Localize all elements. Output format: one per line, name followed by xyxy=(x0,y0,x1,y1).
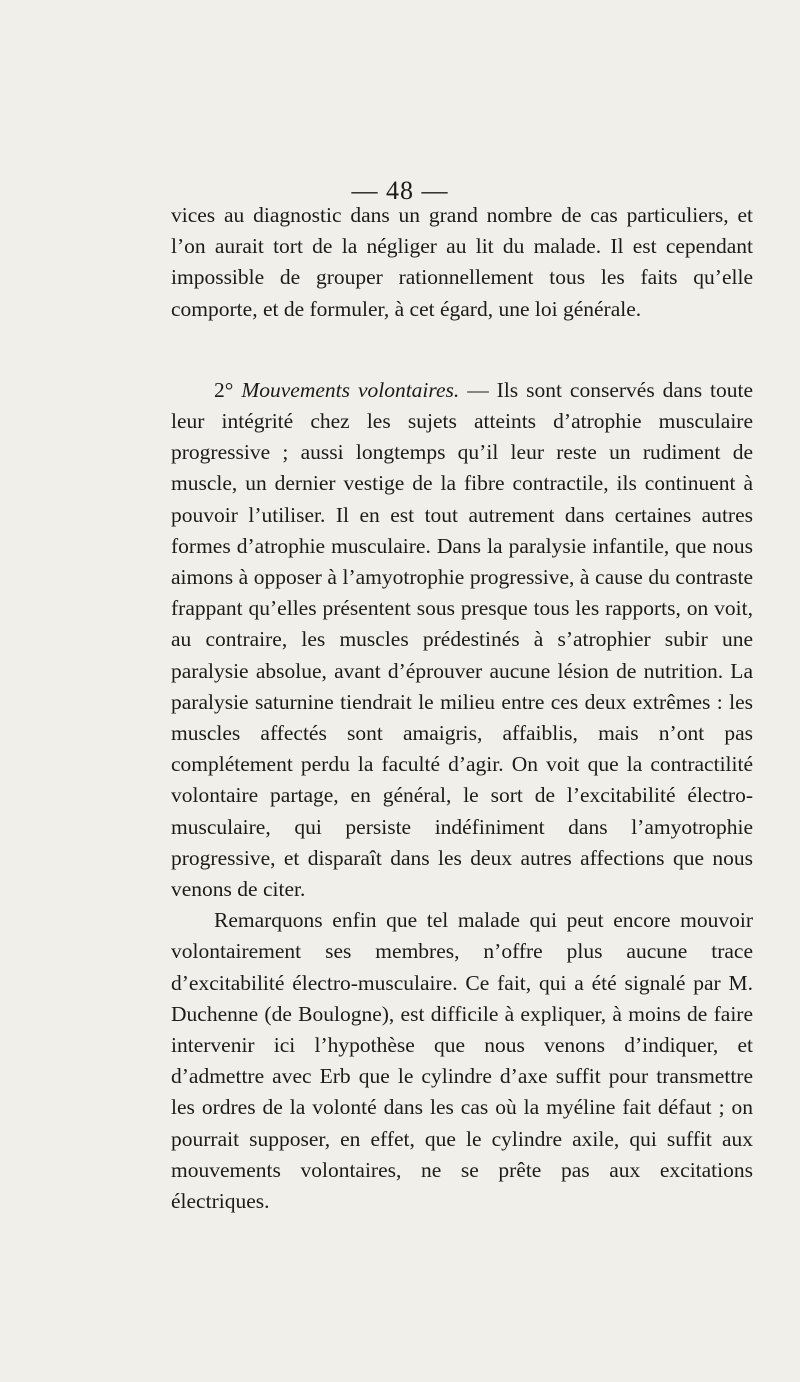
section-number: 2° xyxy=(214,377,234,402)
page-number: — 48 — xyxy=(351,176,449,205)
section-text: — Ils sont conservés dans toute leur intégrité chez les sujets atteints d’atrophie musculaire progressive ; aussi longtemps qu’il leur reste un rudiment de muscle, un dernier vestige de la fibre contractile, ils continuent à pouvoir l’utiliser. Il en est tout autrement dans certaines autres formes d’atrophie musculaire. Dans la paralysie infantile, que nous aimons à opposer à l’amyotrophie progressive, à cause du contraste frappant qu’elles présentent sous presque tous les rapports, on voit, au contraire, les muscles prédestinés à s’atrophier subir une paralysie absolue, avant d’éprouver aucune lésion de nutrition. La paralysie saturnine tiendrait le milieu entre ces deux extrêmes : les muscles affectés sont amaigris, affaiblis, mais n’ont pas complétement perdu la faculté d’agir. On voit que la contractilité volontaire partage, en général, le sort de l’excitabilité électro-musculaire, qui persiste indéfiniment dans l’amyotrophie progressive, et disparaît dans les deux autres affections que nous venons de citer. xyxy=(171,377,754,902)
paragraph-voluntary-movements xyxy=(171,375,753,905)
section-title: Mouvements volontaires. xyxy=(241,377,460,402)
body-text xyxy=(171,200,753,1217)
paragraph-continued: vices au diagnostic dans un grand nombre de cas particuliers, et l’on aurait tort de la négliger au lit du malade. Il est cependant impossible de grouper rationnellement tous les faits qu’elle comporte, et de formuler, à cet égard, une loi générale. xyxy=(171,203,753,321)
paragraph-remarks: Remarquons enfin que tel malade qui peut encore mouvoir volontairement ses membres, n’offre plus aucune trace d’excitabilité électro-musculaire. Ce fait, qui a été signalé par M. Duchenne (de Boulogne), est difficile à expliquer, à moins de faire intervenir ici l’hypothèse que nous venons d’indiquer, et d’admettre avec Erb que le cylindre d’axe suffit pour transmettre les ordres de la volonté dans les cas où la myéline fait défaut ; on pourrait supposer, en effet, que le cylindre axile, qui suffit aux mouvements volontaires, ne se prête pas aux excitations électriques. xyxy=(171,908,753,1214)
